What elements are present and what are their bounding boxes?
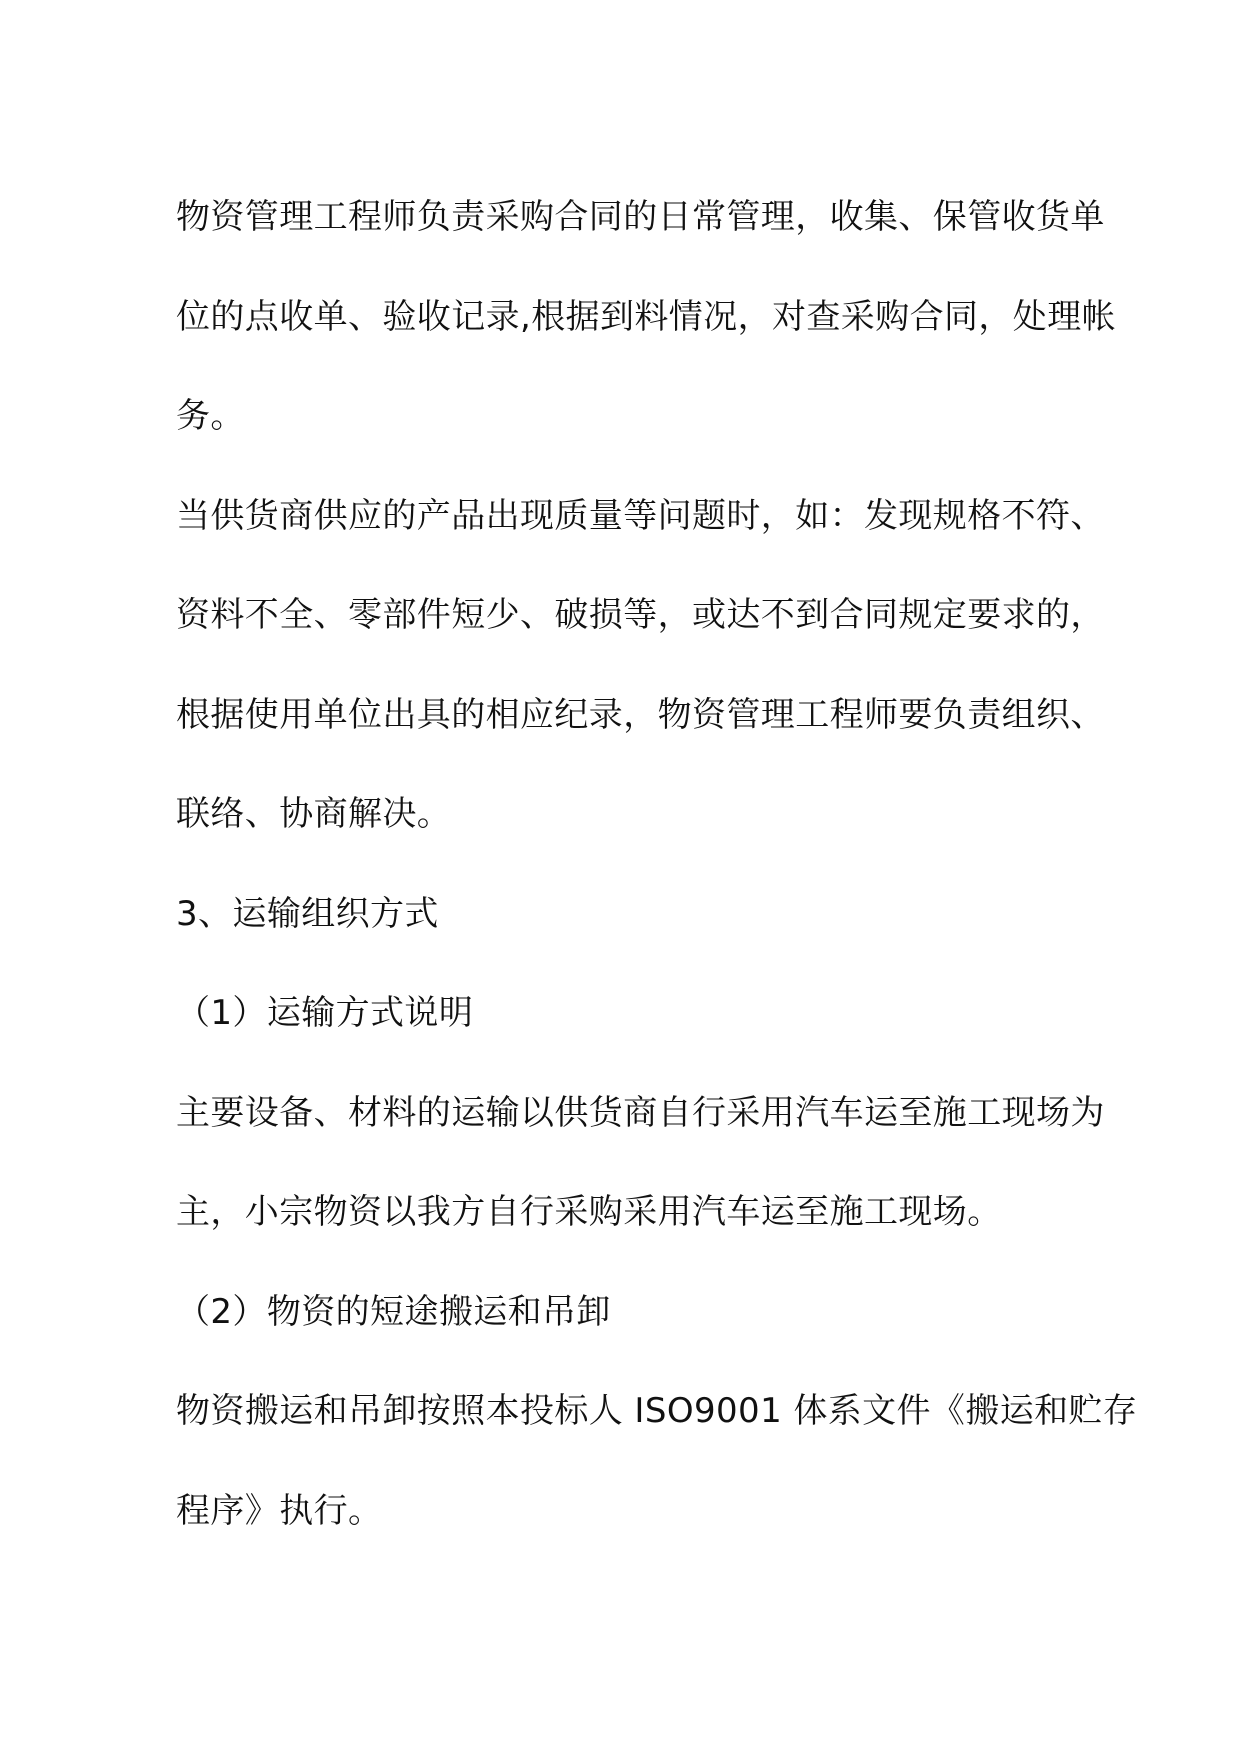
paragraph-line: 根据使用单位出具的相应纪录，物资管理工程师要负责组织、 [176,694,1105,735]
subsection-heading: （1）运输方式说明 [176,993,474,1033]
paragraph-line: 务。 [176,396,245,436]
paragraph-line: 联络、协商解决。 [176,794,452,834]
paragraph-line: 物资搬运和吊卸按照本投标人 ISO9001 体系文件《搬运和贮存 [176,1391,1138,1431]
paragraph-line: 物资管理工程师负责采购合同的日常管理，收集、保管收货单 [176,197,1105,237]
paragraph-line: 主要设备、材料的运输以供货商自行采用汽车运至施工现场为 [176,1092,1105,1133]
section-heading: 3、运输组织方式 [176,893,439,934]
subsection-heading: （2）物资的短途搬运和吊卸 [176,1291,611,1332]
paragraph-line: 资料不全、零部件短少、破损等，或达不到合同规定要求的， [176,595,1105,635]
paragraph-line: 位的点收单、验收记录,根据到料情况，对查采购合同，处理帐 [176,296,1117,337]
paragraph-line: 当供货商供应的产品出现质量等问题时，如：发现规格不符、 [176,495,1105,536]
paragraph-line: 程序》执行。 [176,1490,383,1531]
paragraph-line: 主，小宗物资以我方自行采购采用汽车运至施工现场。 [176,1192,1002,1232]
document-body [176,168,1138,1561]
